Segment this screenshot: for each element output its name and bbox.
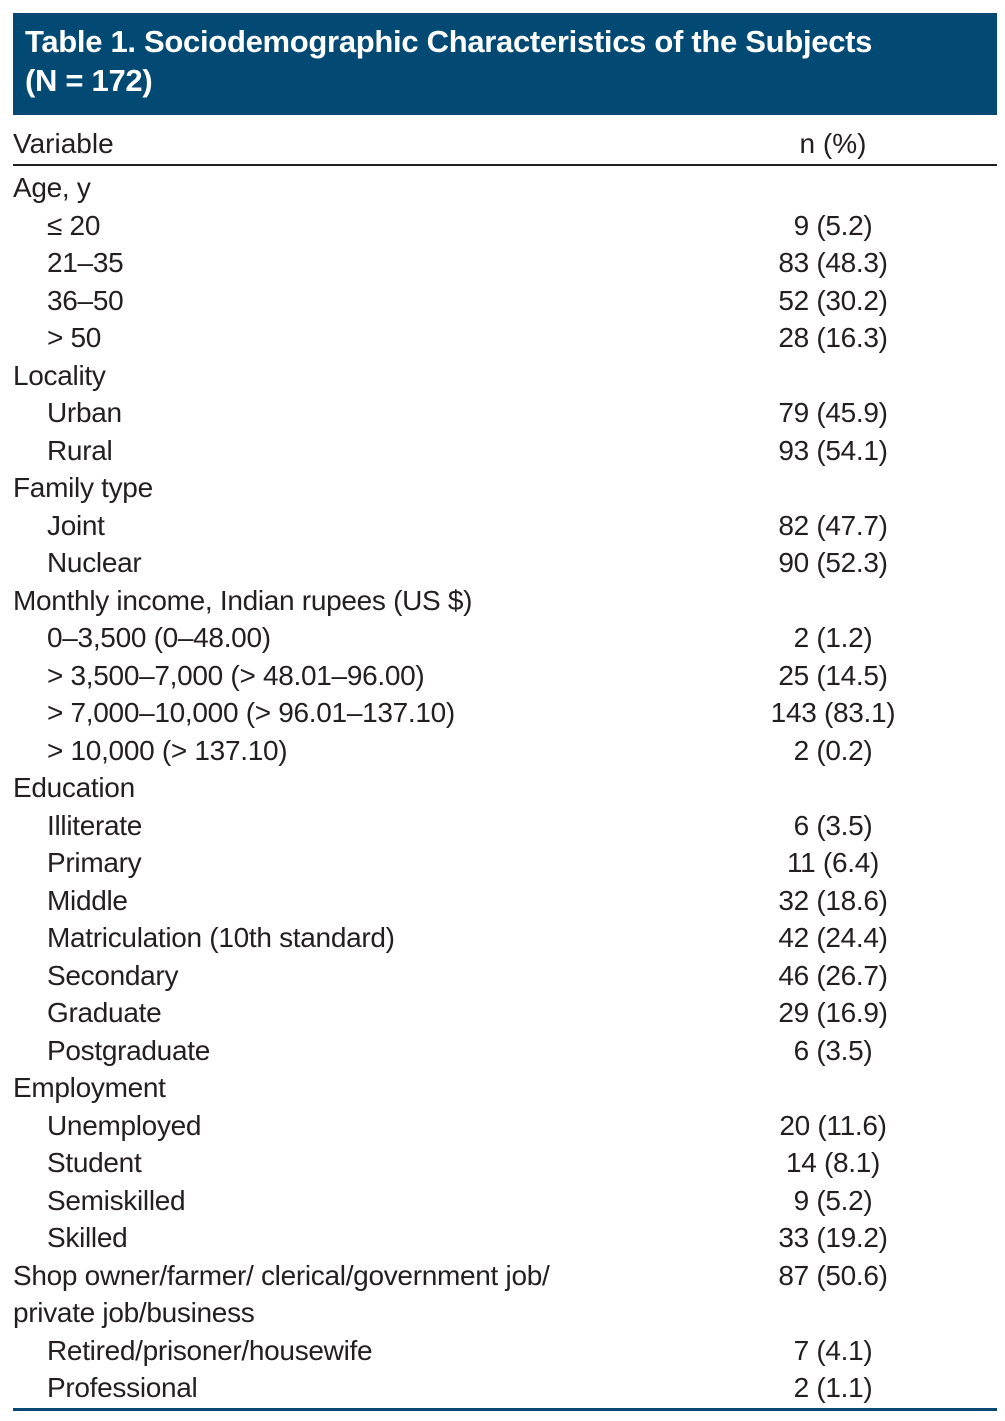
row-label: Skilled (47, 1222, 128, 1253)
row-label: Shop owner/farmer/ clerical/government job/ (13, 1259, 550, 1291)
table-row (13, 1182, 997, 1220)
table-title-line2: (N = 172) (25, 63, 153, 98)
table-row (13, 994, 997, 1032)
row-value: 82 (47.7) (778, 509, 888, 541)
header-rule (13, 164, 997, 166)
row-value: 20 (11.6) (779, 1109, 887, 1141)
table-category-row (13, 169, 997, 207)
row-value: 52 (30.2) (778, 284, 888, 316)
table-row (13, 394, 997, 432)
table-row (13, 619, 997, 657)
row-value: 87 (50.6) (778, 1259, 888, 1291)
row-label: Monthly income, Indian rupees (US $) (13, 584, 473, 616)
table-row (13, 507, 997, 545)
table-category-row (13, 769, 997, 807)
table-row (13, 657, 997, 695)
table-category-row (13, 357, 997, 395)
row-label: 21–35 (47, 247, 124, 278)
table-category-row (13, 469, 997, 507)
table-category-row (13, 582, 997, 620)
table-row (13, 957, 997, 995)
row-label: Joint (47, 509, 105, 541)
row-value: 28 (16.3) (778, 322, 888, 353)
table-category-row (13, 1294, 997, 1332)
row-label: Postgraduate (47, 1034, 210, 1066)
table-row (13, 844, 997, 882)
table-row (13, 807, 997, 845)
row-value: 9 (5.2) (793, 1184, 873, 1216)
row-label: 0–3,500 (0–48.00) (47, 622, 271, 653)
row-label: Nuclear (47, 547, 142, 578)
table-row (13, 1107, 997, 1145)
row-label: Urban (47, 397, 122, 428)
table-row (13, 882, 997, 920)
row-value: 25 (14.5) (778, 659, 888, 691)
row-value: 7 (4.1) (793, 1334, 873, 1366)
row-label: Student (47, 1147, 142, 1178)
table-category-row (13, 1257, 997, 1295)
row-label: Education (13, 772, 135, 803)
table-row (13, 1369, 997, 1407)
row-label: Employment (13, 1072, 166, 1103)
row-value: 79 (45.9) (778, 397, 888, 428)
row-value: 6 (3.5) (793, 1034, 873, 1066)
row-label: Retired/prisoner/housewife (47, 1334, 373, 1366)
table-body (13, 169, 997, 1407)
row-value: 6 (3.5) (793, 809, 873, 841)
row-value: 143 (83.1) (770, 697, 896, 728)
row-value: 9 (5.2) (793, 209, 873, 241)
row-value: 93 (54.1) (778, 434, 888, 466)
row-label: > 7,000–10,000 (> 96.01–137.10) (47, 697, 455, 728)
column-header-n-percent: n (%) (799, 128, 867, 159)
row-value: 11 (6.4) (786, 847, 880, 878)
row-value: 2 (1.2) (793, 622, 873, 653)
row-label: Semiskilled (47, 1184, 186, 1216)
table-title-line1: Table 1. Sociodemographic Characteristics of the Subjects (25, 24, 873, 59)
row-label: Primary (47, 847, 142, 878)
row-label: Secondary (47, 959, 179, 991)
row-label: Unemployed (47, 1109, 202, 1141)
row-value: 32 (18.6) (778, 884, 888, 916)
table-row (13, 244, 997, 282)
row-label: Age, y (13, 172, 91, 203)
table-title (13, 13, 997, 115)
column-header-row (13, 124, 997, 164)
table-row (13, 732, 997, 770)
row-label: > 3,500–7,000 (> 48.01–96.00) (47, 659, 425, 691)
row-value: 29 (16.9) (778, 997, 888, 1028)
row-value: 2 (1.1) (793, 1372, 873, 1403)
row-label: Professional (47, 1372, 198, 1403)
table-category-row (13, 1069, 997, 1107)
table-row (13, 544, 997, 582)
row-label: ≤ 20 (47, 209, 101, 241)
table-row (13, 1144, 997, 1182)
row-label: 36–50 (47, 284, 124, 316)
row-value: 2 (0.2) (793, 734, 873, 766)
column-header-variable: Variable (13, 128, 114, 159)
row-label: > 10,000 (> 137.10) (47, 734, 288, 766)
row-label: Family type (13, 472, 153, 503)
table-row (13, 1219, 997, 1257)
table-row (13, 207, 997, 245)
row-label: Illiterate (47, 809, 143, 841)
row-value: 33 (19.2) (778, 1222, 888, 1253)
row-value: 83 (48.3) (778, 247, 888, 278)
row-label: Matriculation (10th standard) (47, 922, 395, 953)
table-row (13, 282, 997, 320)
table-row (13, 694, 997, 732)
row-label: Middle (47, 884, 128, 916)
row-value: 42 (24.4) (778, 922, 888, 953)
table-row (13, 919, 997, 957)
row-value: 14 (8.1) (785, 1147, 881, 1178)
row-value: 90 (52.3) (778, 547, 888, 578)
table-row (13, 1032, 997, 1070)
row-label: Graduate (47, 997, 162, 1028)
row-label: private job/business (13, 1297, 255, 1328)
row-label: Locality (13, 359, 106, 391)
row-label: > 50 (47, 322, 102, 353)
row-label: Rural (47, 434, 113, 466)
row-value: 46 (26.7) (778, 959, 888, 991)
table-row (13, 319, 997, 357)
bottom-rule (13, 1408, 997, 1411)
table-row (13, 1332, 997, 1370)
table-row (13, 432, 997, 470)
